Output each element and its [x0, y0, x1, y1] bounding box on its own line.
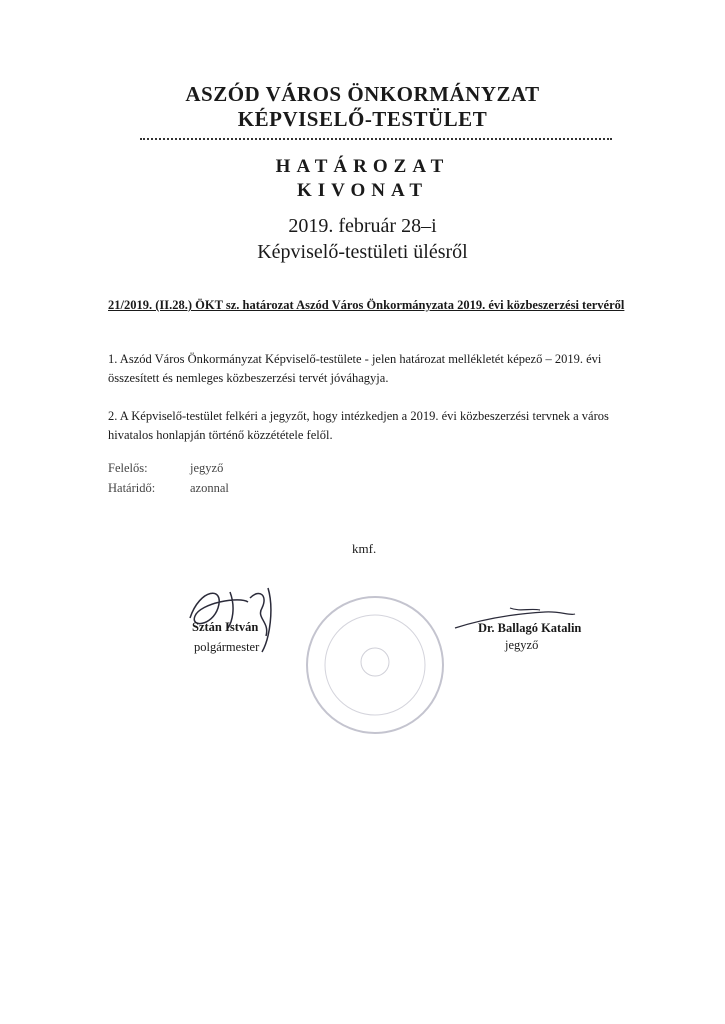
- meeting-date: 2019. február 28–i: [288, 215, 437, 237]
- notary-role: jegyző: [505, 638, 539, 652]
- title-line-1: HATÁROZAT: [275, 156, 450, 177]
- official-stamp: [300, 590, 450, 740]
- resolution-point-1: 1. Aszód Város Önkormányzat Képviselő-testülete - jelen határozat mellékletét képező – 2019. évi összesített és nemleges közbeszerzési tervét jóváhagyja.: [108, 352, 602, 385]
- header-line-1: ASZÓD VÁROS ÖNKORMÁNYZAT: [185, 82, 540, 106]
- resolution-subject: 21/2019. (II.28.) ÖKT sz. határozat Aszód Város Önkormányzata 2019. évi közbeszerzési tervéről: [108, 298, 625, 312]
- responsible-value: jegyző: [190, 461, 224, 475]
- mayor-role: polgármester: [194, 640, 260, 654]
- mayor-name: Sztán István: [192, 620, 259, 634]
- responsible-label: Felelős:: [108, 461, 148, 475]
- title-line-2: KIVONAT: [297, 180, 428, 201]
- notary-name: Dr. Ballagó Katalin: [478, 621, 582, 635]
- header-line-2: KÉPVISELŐ-TESTÜLET: [237, 107, 488, 131]
- deadline-label: Határidő:: [108, 481, 156, 495]
- dotted-divider: [140, 138, 612, 140]
- deadline-value: azonnal: [190, 481, 229, 495]
- meeting-session: Képviselő-testületi ülésről: [257, 241, 468, 263]
- resolution-point-2: 2. A Képviselő-testület felkéri a jegyzőt, hogy intézkedjen a 2019. évi közbeszerzési tervnek a város hivatalos honlapján történő közzététele felől.: [108, 409, 609, 442]
- kmf-mark: kmf.: [352, 541, 377, 556]
